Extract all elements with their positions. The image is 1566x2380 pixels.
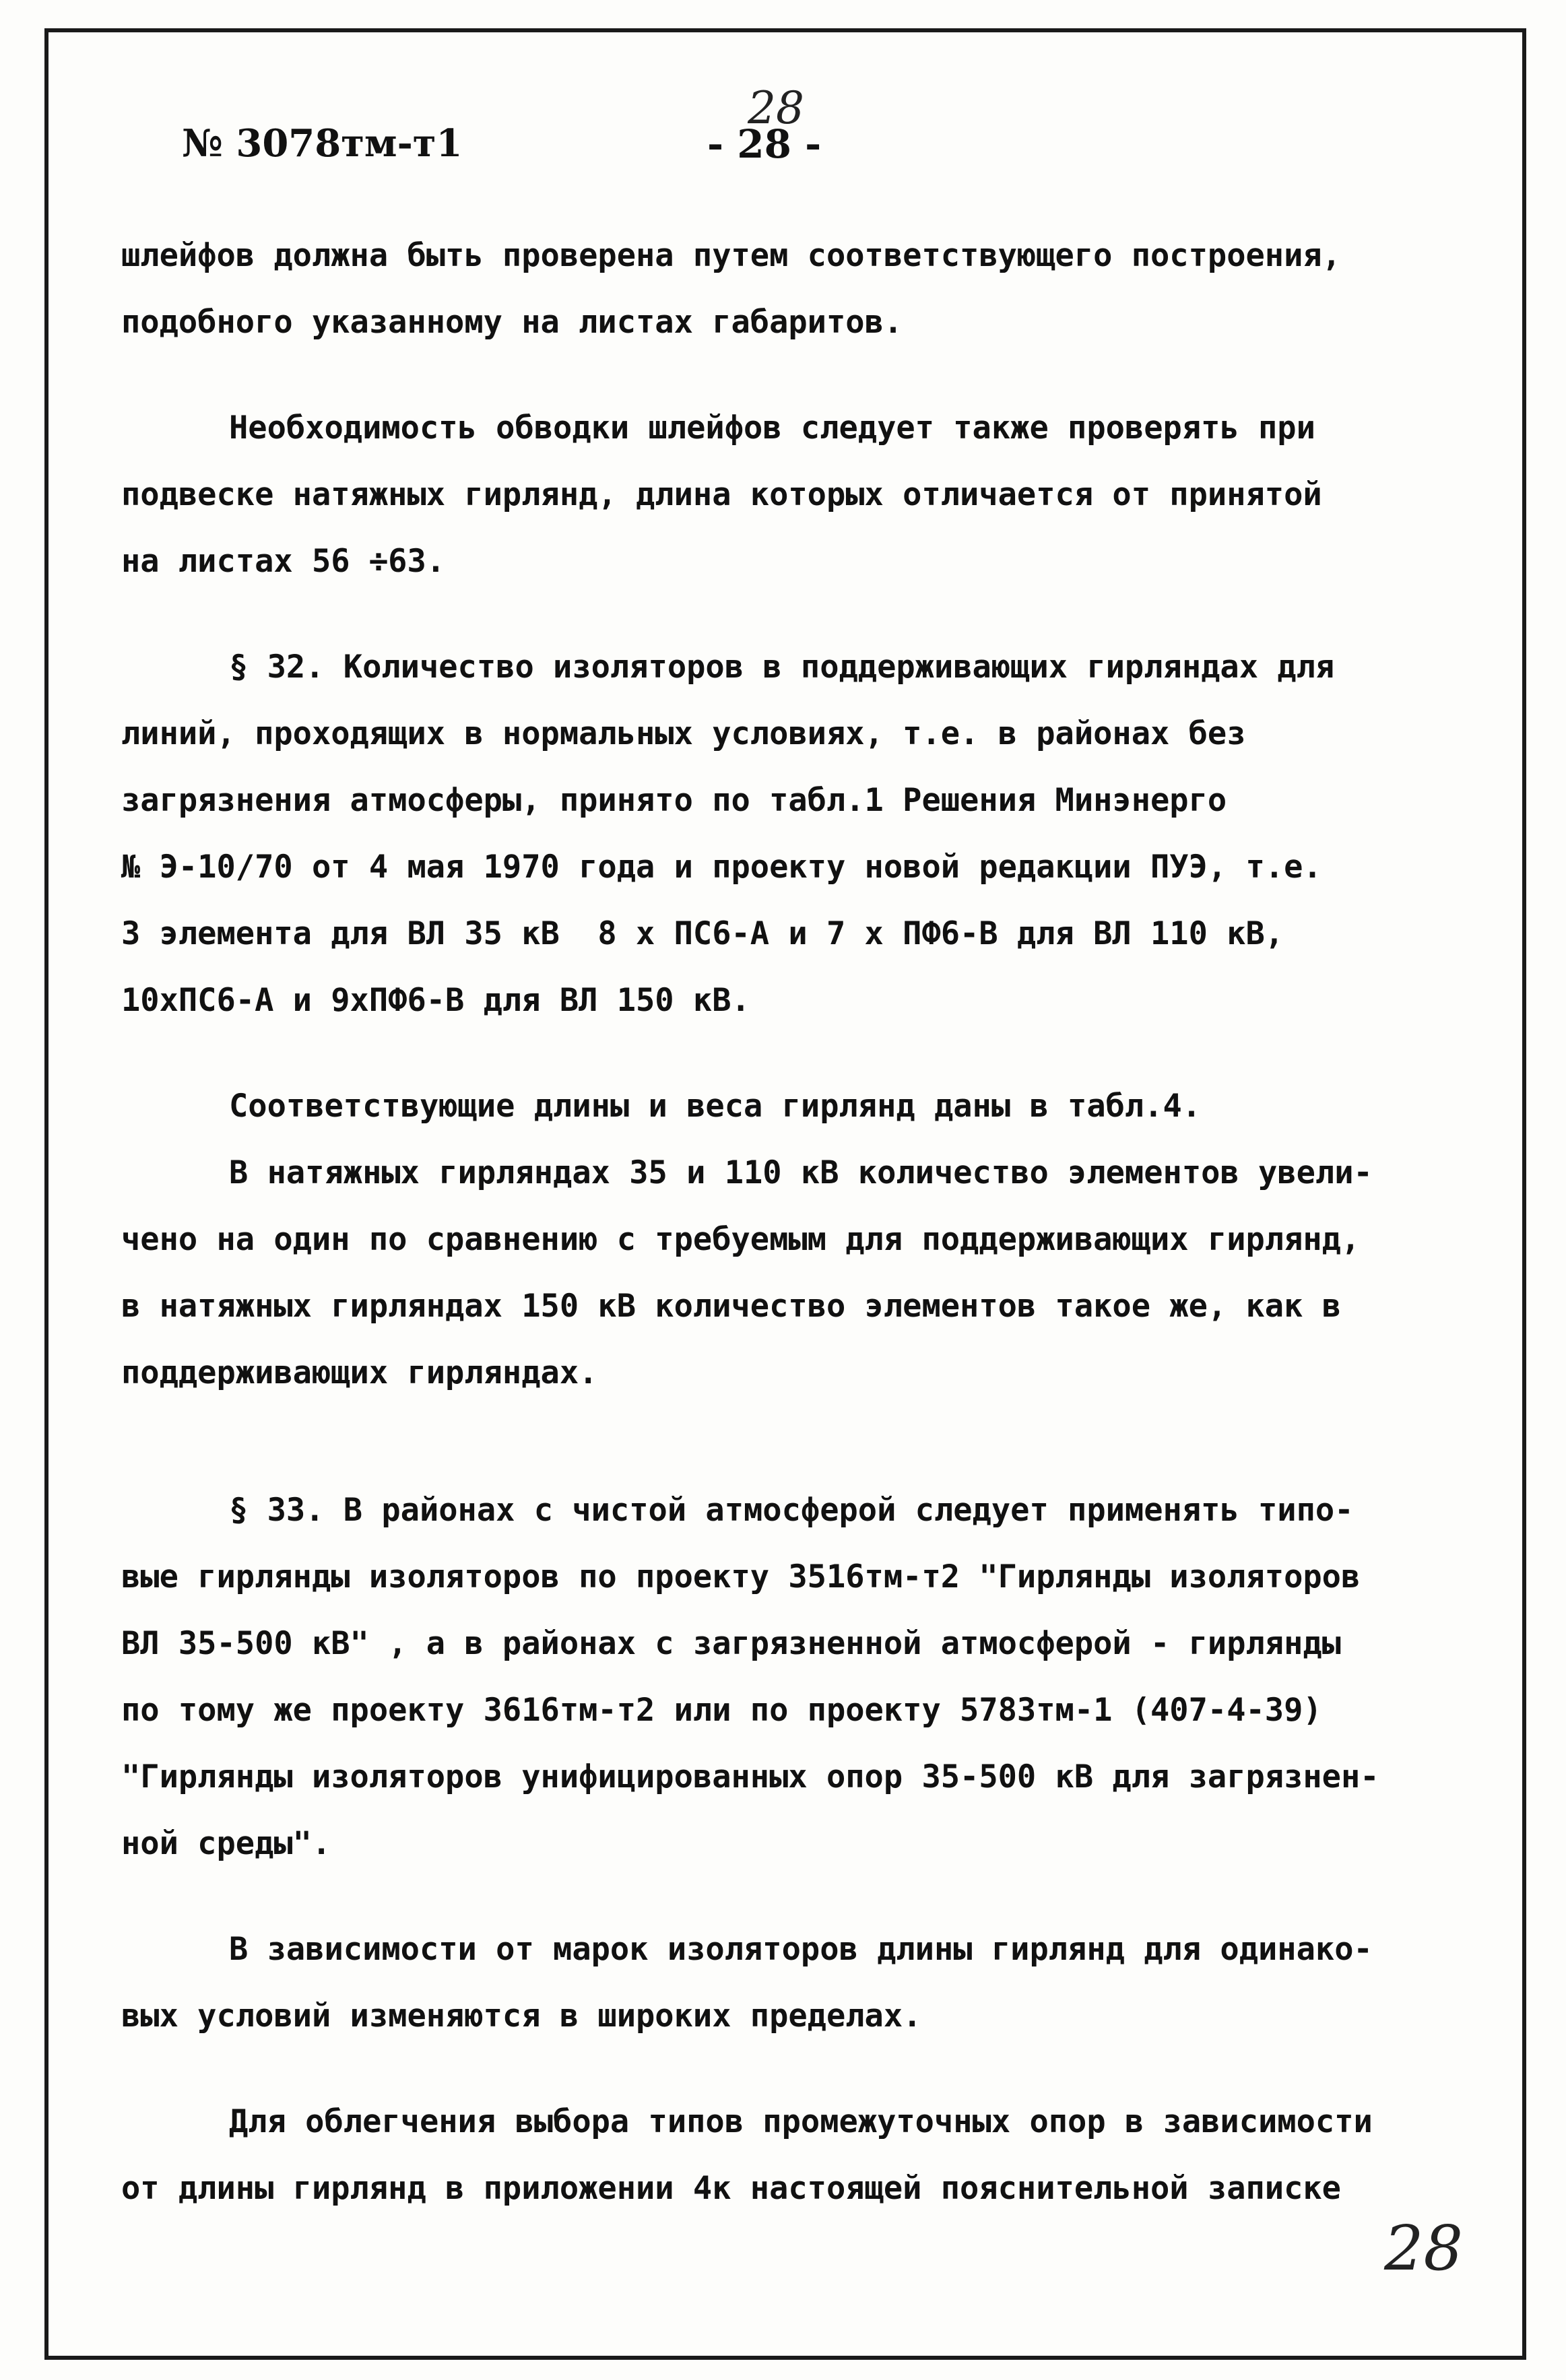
text-line: § 32. Количество изоляторов в поддерживающих гирляндах для bbox=[229, 649, 1335, 686]
paragraph bbox=[121, 222, 1489, 356]
handwritten-page-number-bottom: 28 bbox=[1384, 2212, 1464, 2284]
text-line: чено на один по сравнению с требуемым для поддерживающих гирлянд, bbox=[121, 1221, 1361, 1258]
text-line: Необходимость обводки шлейфов следует также проверять при bbox=[229, 409, 1315, 447]
text-line: шлейфов должна быть проверена путем соответствующего построения, bbox=[121, 237, 1341, 274]
paragraph bbox=[121, 1073, 1489, 1139]
text-line: вых условий изменяются в широких пределах. bbox=[121, 1997, 922, 2035]
text-line: вые гирлянды изоляторов по проекту 3516тм-т2 "Гирлянды изоляторов bbox=[121, 1558, 1361, 1595]
handwritten-page-number-top: 28 bbox=[748, 82, 804, 134]
text-line: загрязнения атмосферы, принято по табл.1 Решения Минэнерго bbox=[121, 782, 1227, 819]
text-line: поддерживающих гирляндах. bbox=[121, 1354, 598, 1391]
body-text bbox=[121, 222, 1489, 2222]
text-line: подобного указанному на листах габаритов. bbox=[121, 304, 903, 341]
text-line: ВЛ 35-500 кВ" , а в районах с загрязненной атмосферой - гирлянды bbox=[121, 1625, 1341, 1662]
text-line: на листах 56 ÷63. bbox=[121, 543, 446, 580]
text-line: в натяжных гирляндах 150 кВ количество элементов такое же, как в bbox=[121, 1288, 1341, 1325]
page-number: - 28 - bbox=[707, 121, 822, 167]
text-line: от длины гирлянд в приложении 4к настоящей пояснительной записке bbox=[121, 2170, 1341, 2207]
text-line: 3 элемента для ВЛ 35 кВ 8 х ПС6-А и 7 х ПФ6-В для ВЛ 110 кВ, bbox=[121, 915, 1284, 952]
text-line: № Э-10/70 от 4 мая 1970 года и проекту новой редакции ПУЭ, т.е. bbox=[121, 849, 1322, 886]
text-line: Для облегчения выбора типов промежуточных опор в зависимости bbox=[229, 2103, 1373, 2140]
paragraph bbox=[121, 2088, 1489, 2222]
text-line: § 33. В районах с чистой атмосферой следует применять типо- bbox=[229, 1492, 1354, 1529]
text-line: Соответствующие длины и веса гирлянд даны в табл.4. bbox=[229, 1088, 1202, 1125]
document-number: № 3078тм-т1 bbox=[182, 121, 463, 166]
text-line: В натяжных гирляндах 35 и 110 кВ количество элементов увели- bbox=[229, 1154, 1373, 1191]
text-line: В зависимости от марок изоляторов длины гирлянд для одинако- bbox=[229, 1931, 1373, 1968]
section-33-paragraph bbox=[121, 1477, 1489, 1877]
paragraph bbox=[121, 395, 1489, 595]
text-line: по тому же проекту 3616тм-т2 или по проекту 5783тм-1 (407-4-39) bbox=[121, 1692, 1322, 1729]
paragraph bbox=[121, 1139, 1489, 1406]
text-line: линий, проходящих в нормальных условиях, т.е. в районах без bbox=[121, 715, 1246, 752]
section-32-paragraph bbox=[121, 634, 1489, 1034]
text-line: 10хПС6-А и 9хПФ6-В для ВЛ 150 кВ. bbox=[121, 982, 750, 1019]
paragraph bbox=[121, 1916, 1489, 2049]
text-line: подвеске натяжных гирлянд, длина которых отличается от принятой bbox=[121, 476, 1322, 513]
text-line: "Гирлянды изоляторов унифицированных опор 35-500 кВ для загрязнен- bbox=[121, 1758, 1379, 1795]
text-line: ной среды". bbox=[121, 1825, 331, 1862]
